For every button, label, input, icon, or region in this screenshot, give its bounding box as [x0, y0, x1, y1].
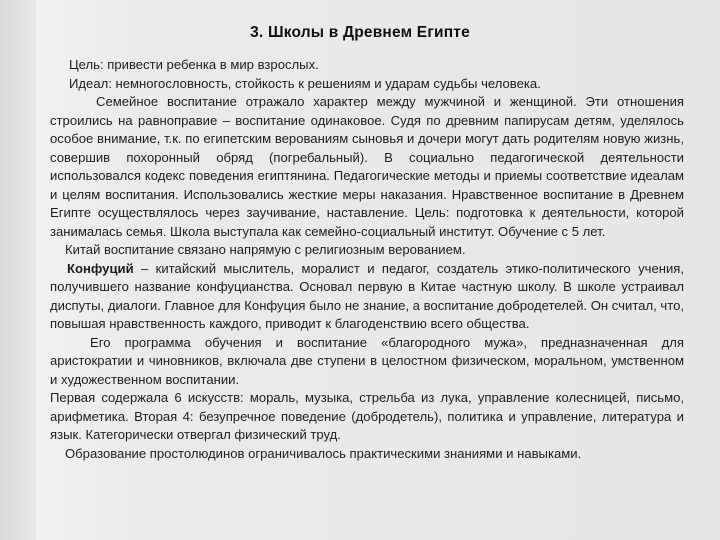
page-title: 3. Школы в Древнем Египте — [250, 24, 470, 41]
goal-paragraph: Цель: привести ребенка в мир взрослых. — [69, 57, 319, 72]
confucius-paragraph — [50, 260, 684, 334]
commoners-paragraph: Образование простолюдинов ограничивалось практическими знаниями и навыками. — [65, 445, 582, 461]
family-paragraph: Семейное воспитание отражало характер между мужчиной и женщиной. Эти отношения строились на равноправие – воспитание одинаковое. Судя по древним папирусам детям, уделялось особое внимание, т.к. по египетским верованиям сыновья и дочери могут дать родителям новую жизнь, совершив похоронный обряд (погребальный). В социально педагогической деятельности использовался кодекс поведения египтянина. Педагогические методы и приемы соответствие идеалам и целям воспитания. Использовались жесткие меры наказания. Нравственное воспитание в Древнем Египте осуществлялось через заучивание, наставление. Цель: подготовка к деятельности, которой занималась семья. Школа выступала как семейно-социальный институт. Обучение с 5 лет. — [50, 94, 684, 239]
confucius-term: Конфуций — [67, 260, 134, 276]
slide-left-stripe — [0, 0, 36, 540]
arts-paragraph: Первая содержала 6 искусств: мораль, музыка, стрельба из лука, управление колесницей, письмо, арифметика. Вторая 4: безупречное поведение (добродетель), политика и управление, литература и язык. Категорически отвергал физический труд. — [50, 390, 684, 442]
confucius-text: – китайский мыслитель, моралист и педагог, создатель этико-политического учения, получившего название конфуцианства. Основал первую в Китае частную школу. В школе устраивал диспуты, диалоги. Главное для Конфуция было не знание, а воспитание добродетелей. Он считал, что, повышая нравственность каждого, приводит к благоденствию всего общества. — [50, 260, 684, 331]
slide-body — [50, 56, 684, 463]
china-paragraph: Китай воспитание связано напрямую с религиозным верованием. — [65, 242, 466, 257]
ideal-paragraph: Идеал: немногословность, стойкость к решениям и ударам судьбы человека. — [69, 75, 541, 91]
program-paragraph: Его программа обучения и воспитание «благородного мужа», предназначенная для аристократии и чиновников, включала две ступени в целостном физическом, моральном, умственном и художественном воспитании. — [50, 334, 684, 387]
